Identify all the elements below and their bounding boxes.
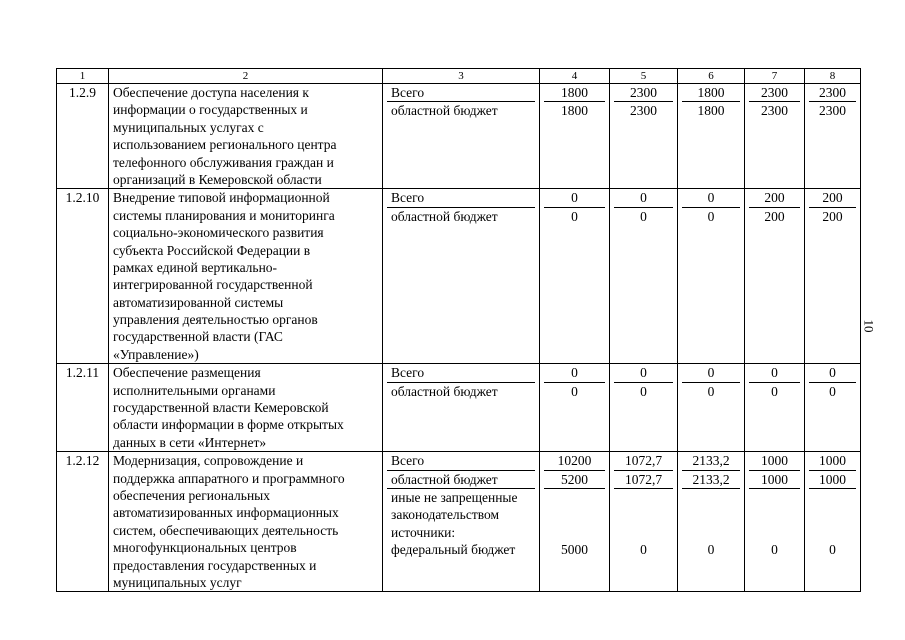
- funding-source-label: Всего: [391, 85, 425, 100]
- item-name-line: Обеспечение доступа населения к: [113, 85, 309, 100]
- value: 1000: [819, 453, 846, 469]
- item-name: [109, 189, 383, 364]
- value-cell: [610, 84, 678, 189]
- funding-source-label: Всего: [391, 190, 425, 206]
- table-row: [57, 84, 861, 189]
- item-name-line: Обеспечение размещения: [113, 365, 261, 381]
- item-name-line: социально-экономического развития: [113, 225, 324, 241]
- other-sources-label-line: законодательством: [391, 507, 500, 523]
- item-name-line: информации о государственных и: [113, 102, 308, 118]
- value: 0: [571, 190, 578, 206]
- item-number: 1.2.10: [57, 189, 109, 364]
- item-name-line: данных в сети «Интернет»: [113, 434, 267, 450]
- item-name-line: Внедрение типовой информационной: [113, 190, 330, 206]
- item-number: 1.2.12: [57, 452, 109, 592]
- column-number: 7: [745, 69, 805, 84]
- item-number: 1.2.9: [57, 84, 109, 189]
- item-name-line: автоматизированной системы: [113, 294, 284, 310]
- item-name-line: исполнительными органами: [113, 382, 276, 398]
- value-cell: [678, 189, 745, 364]
- table-body: [57, 69, 861, 592]
- value: 1800: [682, 101, 740, 119]
- item-name-line: области информации в форме открытых: [113, 417, 344, 433]
- value-spacer: [749, 488, 800, 541]
- value: 10200: [557, 453, 592, 469]
- value: 0: [544, 382, 605, 400]
- item-name-line: Модернизация, сопровождение и: [113, 453, 304, 469]
- item-name-line: рамках единой вертикально-: [113, 259, 278, 275]
- funding-source-label: Всего: [391, 453, 425, 469]
- funding-sources: [383, 452, 540, 592]
- other-sources-label-line: источники:: [391, 524, 456, 540]
- value-cell: [540, 189, 610, 364]
- item-name-line: организаций в Кемеровской области: [113, 171, 322, 187]
- value: 2300: [614, 101, 673, 119]
- value-spacer: [809, 488, 856, 541]
- value: 2133,2: [692, 453, 730, 469]
- value-cell: [745, 452, 805, 592]
- item-name-line: обеспечения региональных: [113, 487, 270, 503]
- item-name-line: субъекта Российской Федерации в: [113, 242, 311, 258]
- item-name-line: многофункциональных центров: [113, 540, 297, 556]
- funding-source-label: областной бюджет: [387, 207, 535, 225]
- item-name: [109, 84, 383, 189]
- item-name-line: системы планирования и мониторинга: [113, 207, 335, 223]
- column-number: 8: [805, 69, 861, 84]
- value: 0: [640, 365, 647, 381]
- value-cell: [540, 452, 610, 592]
- value: 5000: [561, 542, 588, 558]
- value: 0: [640, 542, 647, 558]
- funding-sources: [383, 364, 540, 452]
- value: 0: [614, 207, 673, 225]
- value-cell: [540, 364, 610, 452]
- other-sources-label-line: иные не запрещенные: [391, 489, 518, 505]
- item-name: [109, 452, 383, 592]
- item-name-line: муниципальных услугах с: [113, 119, 264, 135]
- value: 1800: [697, 85, 725, 100]
- value: 200: [749, 207, 800, 225]
- value: 0: [771, 365, 778, 381]
- value: 200: [822, 190, 843, 206]
- column-number-row: [57, 69, 861, 84]
- item-name-line: поддержка аппаратного и программного: [113, 470, 345, 486]
- value: 0: [829, 542, 836, 558]
- budget-table: [56, 68, 861, 592]
- value: 0: [614, 382, 673, 400]
- value: 0: [809, 382, 856, 400]
- value: 0: [707, 365, 715, 381]
- table-row: [57, 364, 861, 452]
- value: 2300: [819, 85, 846, 100]
- funding-source-label: Всего: [391, 365, 425, 381]
- value: 0: [571, 365, 578, 381]
- value: 1800: [544, 101, 605, 119]
- value-cell: [610, 364, 678, 452]
- item-name: [109, 364, 383, 452]
- value: 2133,2: [682, 470, 740, 488]
- value-cell: [805, 84, 861, 189]
- value: 1000: [749, 470, 800, 488]
- value: 0: [640, 190, 647, 206]
- column-number: 3: [383, 69, 540, 84]
- funding-source-label: областной бюджет: [387, 470, 535, 488]
- value: 2300: [749, 101, 800, 119]
- value: 2300: [809, 101, 856, 119]
- value: 0: [544, 207, 605, 225]
- column-number: 5: [610, 69, 678, 84]
- value: 0: [771, 542, 778, 558]
- value: 1072,7: [624, 453, 663, 469]
- table-row: [57, 452, 861, 592]
- value-cell: [678, 84, 745, 189]
- value-cell: [805, 189, 861, 364]
- value-cell: [805, 452, 861, 592]
- column-number: 4: [540, 69, 610, 84]
- value: 200: [809, 207, 856, 225]
- value-cell: [678, 364, 745, 452]
- item-name-line: муниципальных услуг: [113, 574, 242, 590]
- value: 0: [707, 190, 715, 206]
- value-cell: [678, 452, 745, 592]
- value: 2300: [761, 85, 788, 100]
- value: 1000: [809, 470, 856, 488]
- funding-source-label: областной бюджет: [387, 382, 535, 400]
- value-cell: [745, 84, 805, 189]
- value: 0: [749, 382, 800, 400]
- value-cell: [610, 452, 678, 592]
- value: 0: [682, 382, 740, 400]
- table-row: [57, 189, 861, 364]
- item-name-line: интегрированной государственной: [113, 277, 313, 293]
- value-cell: [745, 189, 805, 364]
- item-name-line: предоставления государственных и: [113, 557, 317, 573]
- value: 1072,7: [614, 470, 673, 488]
- item-name-line: телефонного обслуживания граждан и: [113, 154, 334, 170]
- item-name-line: систем, обеспечивающих деятельность: [113, 522, 339, 538]
- value: 0: [707, 542, 715, 558]
- other-sources-label-line: федеральный бюджет: [391, 542, 516, 558]
- value: 5200: [544, 470, 605, 488]
- value-spacer: [682, 488, 740, 541]
- value: 0: [829, 365, 836, 381]
- value-cell: [745, 364, 805, 452]
- value: 1000: [761, 453, 788, 469]
- value: 200: [764, 190, 785, 206]
- funding-sources: [383, 189, 540, 364]
- item-name-line: «Управление»): [113, 346, 199, 362]
- column-number: 1: [57, 69, 109, 84]
- value-spacer: [614, 488, 673, 541]
- page-number: 10: [861, 319, 877, 333]
- funding-source-label: областной бюджет: [387, 101, 535, 119]
- value-cell: [805, 364, 861, 452]
- item-name-line: использованием регионального центра: [113, 137, 337, 153]
- item-name-line: государственной власти (ГАС: [113, 329, 283, 345]
- column-number: 2: [109, 69, 383, 84]
- value: 0: [682, 207, 740, 225]
- item-number: 1.2.11: [57, 364, 109, 452]
- value: 2300: [630, 85, 657, 100]
- value-cell: [610, 189, 678, 364]
- item-name-line: автоматизированных информационных: [113, 505, 339, 521]
- column-number: 6: [678, 69, 745, 84]
- funding-sources: [383, 84, 540, 189]
- other-sources-label: [387, 488, 535, 559]
- item-name-line: государственной власти Кемеровской: [113, 400, 329, 416]
- value: 1800: [561, 85, 588, 100]
- item-name-line: управления деятельностью органов: [113, 312, 318, 328]
- value-cell: [540, 84, 610, 189]
- value-spacer: [544, 488, 605, 541]
